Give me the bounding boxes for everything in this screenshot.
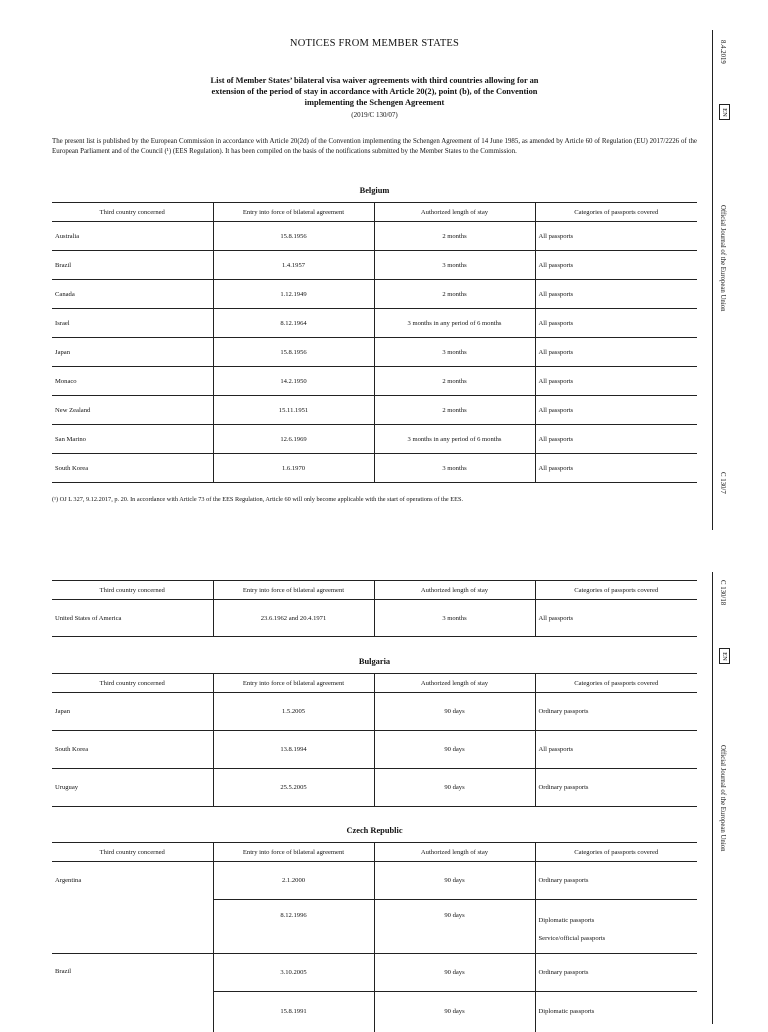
passports-cell: Ordinary passports — [535, 769, 697, 807]
country-cell — [52, 900, 213, 954]
passports-cell: Ordinary passports — [535, 954, 697, 992]
column-header-entry: Entry into force of bilateral agreement — [213, 674, 374, 693]
country-cell: Brazil — [52, 954, 213, 992]
entry-cell: 13.8.1994 — [213, 731, 374, 769]
passports-cell: All passports — [535, 251, 697, 280]
table-row — [52, 222, 697, 251]
publication-date: 8.4.2019 — [719, 40, 726, 64]
section-title-belgium: Belgium — [359, 186, 390, 195]
passports-cell: All passports — [535, 425, 697, 454]
table-row — [52, 731, 697, 769]
passports-cell: All passports — [535, 731, 697, 769]
entry-cell: 3.10.2005 — [213, 954, 374, 992]
country-cell: Brazil — [52, 251, 213, 280]
table-row — [52, 769, 697, 807]
entry-cell: 15.8.1956 — [213, 222, 374, 251]
section-title-bulgaria: Bulgaria — [358, 657, 391, 666]
passports-cell: All passports — [535, 309, 697, 338]
column-header-length: Authorized length of stay — [374, 581, 535, 600]
passports-cell: All passports — [535, 396, 697, 425]
column-header-country: Third country concerned — [52, 843, 213, 862]
column-header-passports: Categories of passports covered — [535, 581, 697, 600]
table-row — [52, 454, 697, 483]
length-cell: 90 days — [374, 731, 535, 769]
belgium-table — [52, 202, 697, 483]
passports-cell: All passports — [535, 600, 697, 637]
length-cell: 2 months — [374, 280, 535, 309]
table-row — [52, 992, 697, 1032]
country-cell: Japan — [52, 693, 213, 731]
country-cell: Israel — [52, 309, 213, 338]
country-cell: Canada — [52, 280, 213, 309]
language-badge — [719, 648, 730, 664]
length-cell: 2 months — [374, 222, 535, 251]
column-header-length: Authorized length of stay — [374, 203, 535, 222]
table-row — [52, 309, 697, 338]
country-cell: San Marino — [52, 425, 213, 454]
passports-cell: All passports — [535, 454, 697, 483]
entry-cell: 25.5.2005 — [213, 769, 374, 807]
country-cell: Monaco — [52, 367, 213, 396]
country-cell: Uruguay — [52, 769, 213, 807]
language-code: EN — [720, 107, 728, 117]
entry-cell: 15.8.1991 — [213, 992, 374, 1032]
footnote: (¹) OJ L 327, 9.12.2017, p. 20. In accordance with Article 73 of the EES Regulation, Article 60 will only become applicable with the start of operations of the EES. — [52, 496, 464, 503]
table-row — [52, 396, 697, 425]
country-cell: South Korea — [52, 731, 213, 769]
passports-cell: Diplomatic passports — [535, 992, 697, 1032]
country-cell: Japan — [52, 338, 213, 367]
column-header-country: Third country concerned — [52, 674, 213, 693]
passports-cell: All passports — [535, 338, 697, 367]
entry-cell: 1.4.1957 — [213, 251, 374, 280]
length-cell: 3 months — [374, 251, 535, 280]
table-row — [52, 425, 697, 454]
country-cell: Australia — [52, 222, 213, 251]
country-cell: United States of America — [52, 600, 213, 637]
country-cell: New Zealand — [52, 396, 213, 425]
passports-cell: All passports — [535, 280, 697, 309]
language-code: EN — [720, 651, 728, 661]
column-header-entry: Entry into force of bilateral agreement — [213, 843, 374, 862]
length-cell: 90 days — [374, 862, 535, 900]
entry-cell: 8.12.1996 — [213, 900, 374, 954]
entry-cell: 8.12.1964 — [213, 309, 374, 338]
title-line: List of Member States’ bilateral visa waiver agreements with third countries allowing for an — [210, 76, 539, 85]
column-header-passports: Categories of passports covered — [535, 843, 697, 862]
table-row — [52, 600, 697, 637]
length-cell: 3 months — [374, 338, 535, 367]
passports-cell: Ordinary passports — [535, 862, 697, 900]
column-header-passports: Categories of passports covered — [535, 674, 697, 693]
column-header-length: Authorized length of stay — [374, 843, 535, 862]
entry-cell: 23.6.1962 and 20.4.1971 — [213, 600, 374, 637]
table-row — [52, 367, 697, 396]
bulgaria-table — [52, 673, 697, 807]
country-cell: Argentina — [52, 862, 213, 900]
length-cell: 3 months in any period of 6 months — [374, 309, 535, 338]
belgium-continued-table — [52, 580, 697, 637]
length-cell: 90 days — [374, 693, 535, 731]
page-reference: C 130/18 — [719, 580, 726, 606]
length-cell: 3 months in any period of 6 months — [374, 425, 535, 454]
country-cell — [52, 992, 213, 1032]
intro-paragraph: The present list is published by the European Commission in accordance with Article 20(2d) of the Convention implementing the Schengen Agreement of 14 June 1985, as amended by Article 60 of Regulation (EU) 2017/2226 of the European Parliament and of the Council (¹) (EES Regulation). It has been compiled on the basis of the notifications submitted by the Member States to the Commission. — [52, 138, 697, 155]
journal-name: Official Journal of the European Union — [719, 745, 726, 852]
entry-cell: 15.11.1951 — [213, 396, 374, 425]
country-cell: South Korea — [52, 454, 213, 483]
length-cell: 90 days — [374, 900, 535, 954]
document-title — [52, 75, 697, 108]
table-row — [52, 338, 697, 367]
table-row — [52, 280, 697, 309]
passports-cell: All passports — [535, 222, 697, 251]
passports-cell: Ordinary passports — [535, 693, 697, 731]
entry-cell: 15.8.1956 — [213, 338, 374, 367]
length-cell: 90 days — [374, 992, 535, 1032]
length-cell: 90 days — [374, 954, 535, 992]
title-line: extension of the period of stay in accordance with Article 20(2), point (b), of the Convention — [211, 87, 538, 96]
page-reference: C 130/7 — [719, 472, 726, 494]
sidebar-rule — [712, 30, 713, 530]
column-header-country: Third country concerned — [52, 203, 213, 222]
table-row — [52, 954, 697, 992]
entry-cell: 14.2.1950 — [213, 367, 374, 396]
column-header-length: Authorized length of stay — [374, 674, 535, 693]
title-line: implementing the Schengen Agreement — [304, 98, 445, 107]
passports-cell: All passports — [535, 367, 697, 396]
column-header-country: Third country concerned — [52, 581, 213, 600]
page-heading: NOTICES FROM MEMBER STATES — [289, 38, 460, 49]
table-row — [52, 862, 697, 900]
length-cell: 90 days — [374, 769, 535, 807]
column-header-entry: Entry into force of bilateral agreement — [213, 581, 374, 600]
entry-cell: 1.6.1970 — [213, 454, 374, 483]
entry-cell: 1.5.2005 — [213, 693, 374, 731]
table-row — [52, 693, 697, 731]
entry-cell: 12.6.1969 — [213, 425, 374, 454]
length-cell: 2 months — [374, 367, 535, 396]
table-row — [52, 900, 697, 954]
passports-cell — [535, 900, 697, 954]
table-row — [52, 251, 697, 280]
passport-category: Diplomatic passports — [538, 917, 595, 924]
column-header-passports: Categories of passports covered — [535, 203, 697, 222]
passport-category: Service/official passports — [538, 935, 606, 942]
entry-cell: 1.12.1949 — [213, 280, 374, 309]
length-cell: 2 months — [374, 396, 535, 425]
section-title-czech-republic: Czech Republic — [346, 826, 403, 835]
language-badge — [719, 104, 730, 120]
czech-table — [52, 842, 697, 1032]
document-reference: (2019/C 130/07) — [351, 111, 398, 119]
length-cell: 3 months — [374, 600, 535, 637]
length-cell: 3 months — [374, 454, 535, 483]
sidebar-rule — [712, 572, 713, 1024]
journal-name: Official Journal of the European Union — [719, 205, 726, 312]
entry-cell: 2.1.2000 — [213, 862, 374, 900]
column-header-entry: Entry into force of bilateral agreement — [213, 203, 374, 222]
